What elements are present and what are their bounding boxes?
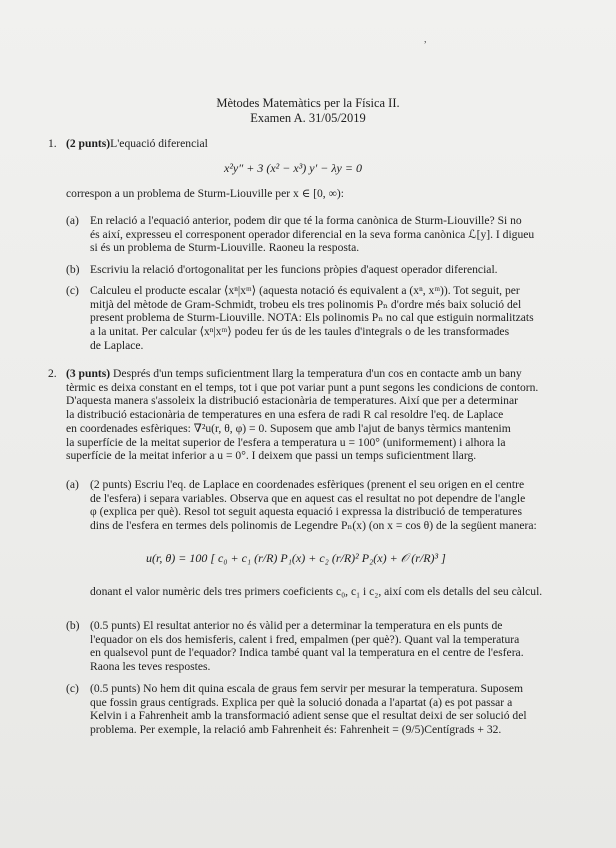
text-line: Escriviu la relació d'ortogonalitat per les funcions pròpies d'aquest operador diferencial. [90, 263, 498, 276]
problem-1-intro-text: L'equació diferencial [110, 137, 208, 150]
text-line: tèrmic es deixa constant en el temps, tot i que pot variar punt a punt segons les condicions de contorn. [66, 380, 539, 394]
problem-2b-text [90, 619, 524, 674]
text-line: (0.5 punts) El resultat anterior no és vàlid per a determinar la temperatura en els punts de [90, 619, 503, 632]
text-line: present problema de Sturm-Liouville. NOTA: Els polinomis Pₙ no cal que estiguin normalitzats [90, 311, 534, 325]
problem-2c-label: (c) [66, 682, 79, 695]
text-line: la superfície de la meitat superior de l'esfera a temperatura u = 100° (uniformement) i alhora la [66, 435, 506, 449]
problem-2a-text [90, 478, 537, 533]
problem-2-number: 2. [48, 367, 57, 380]
text-line: en qualsevol punt de l'equador? Indica també quant val la temperatura en el centre de l'esfera. [90, 646, 524, 660]
text-line: (0.5 punts) No hem dit quina escala de graus fem servir per mesurar la temperatura. Suposem [90, 682, 524, 695]
text-line [66, 367, 538, 381]
problem-1b-label: (b) [66, 263, 80, 276]
text-line: En relació a l'equació anterior, podem dir que té la forma canònica de Sturm-Liouville? Si no [90, 214, 522, 227]
text-line: φ (explica per què). Resol tot seguit aquesta equació i expressa la distribució de temperatures [90, 505, 522, 519]
problem-1c-text [90, 284, 534, 353]
problem-1a-label: (a) [66, 214, 79, 227]
text-line: la distribució estacionària de temperatures en una esfera de radi R cal resoldre l'eq. de Laplace [66, 408, 504, 422]
problem-1-context: correspon a un problema de Sturm-Liouville per x ∈ [0, ∞): [66, 187, 344, 200]
problem-2-points: (3 punts) [66, 367, 111, 380]
text-line: que fossin graus centígrads. Explica per què la solució donada a l'apartat (a) es pot passar a [90, 695, 513, 709]
problem-1c-label: (c) [66, 284, 79, 297]
corner-mark: , [424, 34, 427, 45]
problem-2c-text [90, 682, 527, 737]
text-line: (2 punts) Escriu l'eq. de Laplace en coordenades esfèriques (prenent el seu origen en el centre [90, 478, 525, 491]
text-line: Kelvin i a Fahrenheit amb la transformació adient sense que el resultat deixi de ser solució del [90, 709, 527, 723]
text-line: dins de l'esfera en termes dels polinomis de Legendre Pₙ(x) (on x = cos θ) de la següent manera: [90, 519, 537, 533]
text-line: l'equador on els dos hemisferis, calent i fred, empalmen (per què?). Quant val la temperatura [90, 632, 520, 646]
text-line: de Laplace. [90, 338, 144, 352]
problem-1-intro [66, 137, 208, 151]
problem-1-points: (2 punts) [66, 137, 111, 150]
text-line: Raona les teves respostes. [90, 660, 211, 674]
text-line: problema. Per exemple, la relació amb Fahrenheit és: Fahrenheit = (9/5)Centígrads + 32. [90, 723, 502, 737]
text-line-content: Després d'un temps suficientment llarg la temperatura d'un cos en contacte amb un bany [113, 367, 522, 380]
problem-1-equation: x²y″ + 3 (x² − x³) y′ − λy = 0 [224, 161, 362, 175]
problem-1b-text [90, 263, 498, 277]
problem-1a-text [90, 214, 534, 255]
problem-2a-label: (a) [66, 478, 79, 491]
text-line: Calculeu el producte escalar ⟨xⁿ|xᵐ⟩ (aquesta notació és equivalent a (xⁿ, xᵐ)). Tot seguit, per [90, 284, 520, 297]
problem-2a-equation: u(r, θ) = 100 [ c₀ + c₁ (r/R) P₁(x) + c₂ (r/R)² P₂(x) + 𝒪 (r/R)³ ] [146, 551, 446, 565]
text-line: superfície de la meitat inferior a u = 0°. I deixem que passi un temps suficientment llarg. [66, 449, 477, 463]
problem-1-number: 1. [48, 137, 57, 150]
problem-2b-label: (b) [66, 619, 80, 632]
text-line: de l'esfera) i separa variables. Observa que en aquest cas el resultat no pot dependre de l'angle [90, 491, 526, 505]
text-line: mitjà del mètode de Gram-Schmidt, trobeu els tres polinomis Pₙ d'ordre més baix solució del [90, 297, 522, 311]
text-line: en coordenades esfèriques: ∇²u(r, θ, φ) = 0. Suposem que amb l'ajut de banys tèrmics mantenim [66, 421, 511, 435]
text-line: si és un problema de Sturm-Liouville. Raoneu la resposta. [90, 241, 360, 255]
text-line: a la unitat. Per calcular ⟨xⁿ|xᵐ⟩ podeu fer ús de les taules d'integrals o de les transformades [90, 325, 510, 339]
text-line: és així, expresseu el corresponent operador diferencial en la seva forma canònica ℒ[y]. I digueu [90, 227, 535, 241]
problem-2a-after: donant el valor numèric dels tres primers coeficients c₀, c₁ i c₂, així com els detalls del seu càlcul. [90, 585, 543, 598]
problem-2-intro [66, 367, 538, 463]
text-line: D'aquesta manera s'assoleix la distribució estacionària de temperatures. Així que per a determinar [66, 394, 518, 408]
exam-title: Mètodes Matemàtics per la Física II. [216, 96, 400, 110]
exam-date: Examen A. 31/05/2019 [250, 111, 366, 125]
